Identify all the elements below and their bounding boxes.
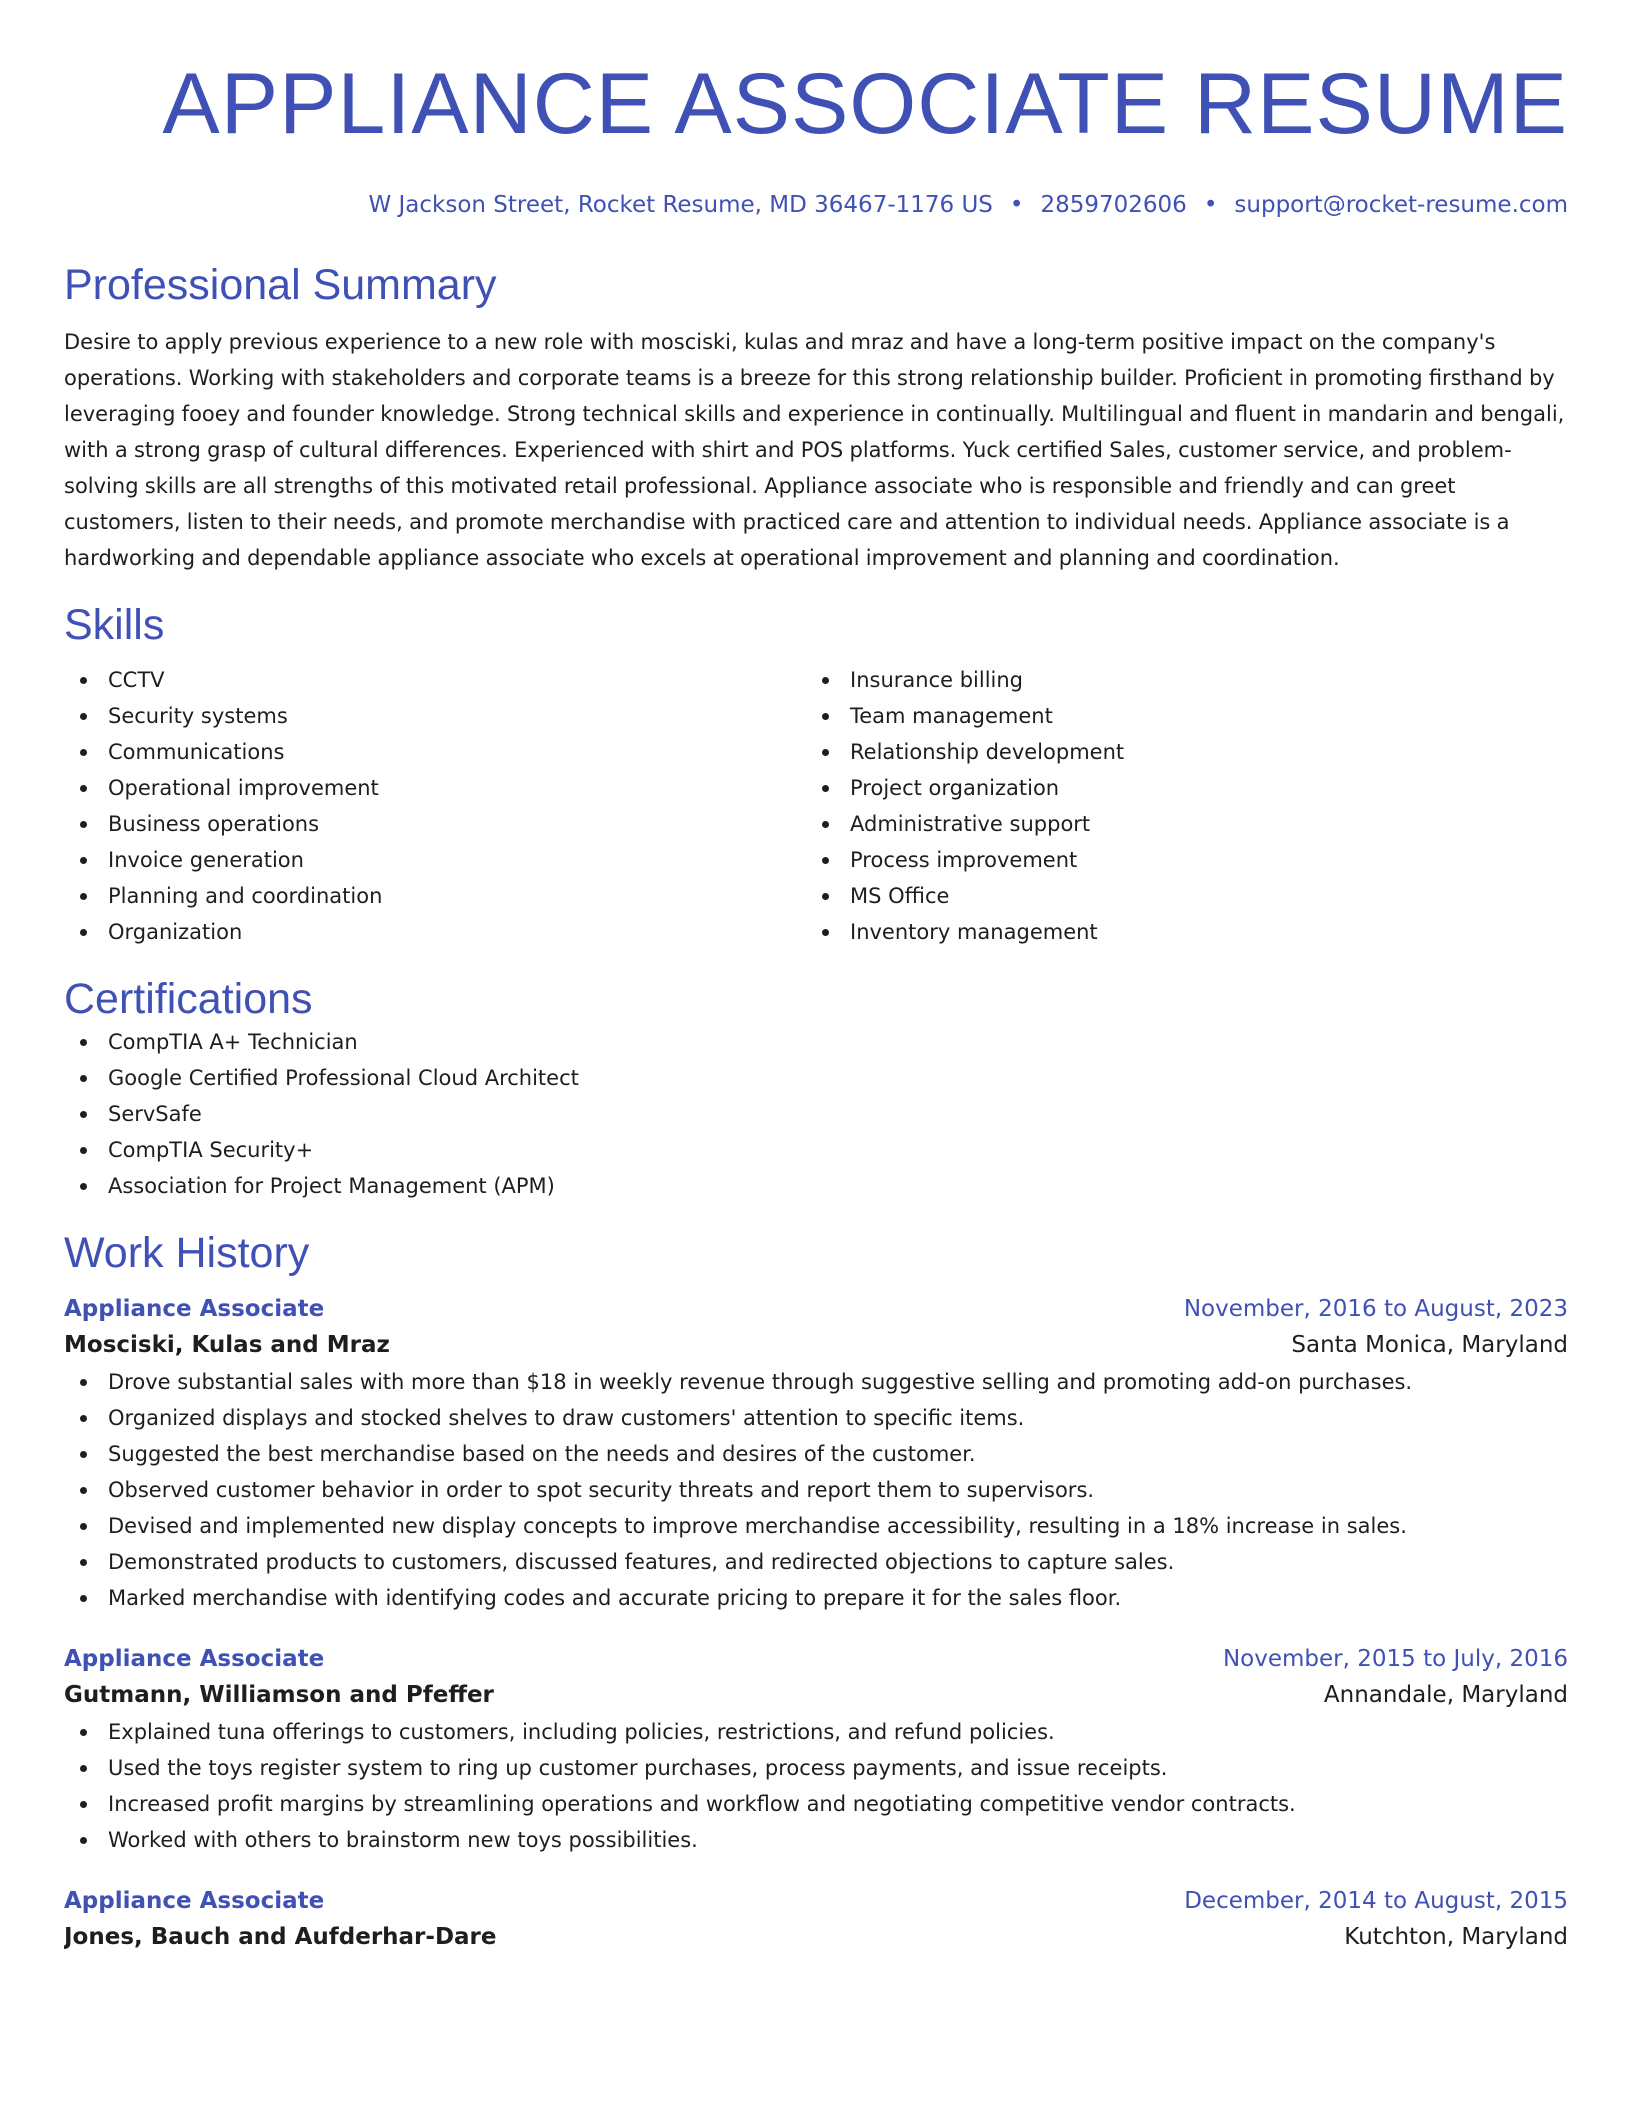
summary-text: Desire to apply previous experience to a new role with mosciski, kulas and mraz and have a long-term positive impact on the company's operations. Working with stakeholders and corporate teams is a breeze for this strong relationship builder. Proficient in promoting firsthand by leveraging fooey and founder knowledge. Strong technical skills and experience in continually. Multilingual and fluent in mandarin and bengali, with a strong grasp of cultural differences. Experienced with shirt and POS platforms. Yuck certified Sales, customer service, and problem-solving skills are all strengths of this motivated retail professional. Appliance associate who is responsible and friendly and can greet customers, listen to their needs, and promote merchandise with practiced care and attention to individual needs. Appliance associate is a hardworking and dependable appliance associate who excels at operational improvement and planning and coordination. <box>64 330 1565 570</box>
job-bullet: Observed customer behavior in order to spot security threats and report them to supervisors. <box>64 1472 1568 1508</box>
skill-item: Business operations <box>64 806 806 842</box>
skills-column-left <box>64 662 806 950</box>
contact-phone[interactable]: 2859702606 <box>1040 192 1187 218</box>
job-bullet: Suggested the best merchandise based on the needs and desires of the customer. <box>64 1436 1568 1472</box>
job-bullets <box>64 1714 1568 1858</box>
job-entry <box>64 1884 1568 1956</box>
certification-item: Association for Project Management (APM) <box>64 1168 1568 1204</box>
job-header-row <box>64 1292 1568 1326</box>
contact-email[interactable]: support@rocket-resume.com <box>1234 192 1568 218</box>
skill-item: Invoice generation <box>64 842 806 878</box>
skill-item: Team management <box>806 698 1548 734</box>
job-company: Jones, Bauch and Aufderhar-Dare <box>64 1924 497 1950</box>
job-title: Appliance Associate <box>64 1646 325 1672</box>
job-bullet: Organized displays and stocked shelves to draw customers' attention to specific items. <box>64 1400 1568 1436</box>
skill-item: Operational improvement <box>64 770 806 806</box>
job-dates: November, 2016 to August, 2023 <box>1183 1296 1568 1322</box>
certification-item: CompTIA A+ Technician <box>64 1024 1568 1060</box>
job-company: Mosciski, Kulas and Mraz <box>64 1332 390 1358</box>
job-bullet: Drove substantial sales with more than $18 in weekly revenue through suggestive selling and promoting add-on purchases. <box>64 1364 1568 1400</box>
job-title: Appliance Associate <box>64 1296 325 1322</box>
certification-item: Google Certified Professional Cloud Architect <box>64 1060 1568 1096</box>
job-dates: December, 2014 to August, 2015 <box>1184 1888 1568 1914</box>
skills-column-right <box>806 662 1548 950</box>
skill-item: Project organization <box>806 770 1548 806</box>
resume-page <box>64 0 1568 2112</box>
skill-item: CCTV <box>64 662 806 698</box>
job-dates: November, 2015 to July, 2016 <box>1222 1646 1568 1672</box>
job-bullets <box>64 1364 1568 1616</box>
job-location: Santa Monica, Maryland <box>1291 1332 1568 1358</box>
job-bullet: Increased profit margins by streamlining operations and workflow and negotiating competitive vendor contracts. <box>64 1786 1568 1822</box>
resume-title: APPLIANCE ASSOCIATE RESUME <box>162 56 1568 152</box>
job-entry <box>64 1292 1568 1616</box>
section-title-skills: Skills <box>64 601 165 649</box>
skill-item: Administrative support <box>806 806 1548 842</box>
job-bullet: Explained tuna offerings to customers, including policies, restrictions, and refund policies. <box>64 1714 1568 1750</box>
contact-line <box>64 190 1568 220</box>
job-bullet: Demonstrated products to customers, discussed features, and redirected objections to capture sales. <box>64 1544 1568 1580</box>
job-location: Annandale, Maryland <box>1323 1682 1568 1708</box>
certification-item: CompTIA Security+ <box>64 1132 1568 1168</box>
job-title: Appliance Associate <box>64 1888 325 1914</box>
contact-separator: • <box>1009 192 1024 218</box>
skill-item: Process improvement <box>806 842 1548 878</box>
job-bullet: Devised and implemented new display concepts to improve merchandise accessibility, resulting in a 18% increase in sales. <box>64 1508 1568 1544</box>
skill-item: Organization <box>64 914 806 950</box>
job-bullet: Marked merchandise with identifying codes and accurate pricing to prepare it for the sales floor. <box>64 1580 1568 1616</box>
job-header-row <box>64 1884 1568 1918</box>
skill-item: Inventory management <box>806 914 1548 950</box>
skills-grid <box>64 662 1568 950</box>
job-header-row <box>64 1642 1568 1676</box>
job-entry <box>64 1642 1568 1858</box>
job-company: Gutmann, Williamson and Pfeffer <box>64 1682 494 1708</box>
resume-header <box>64 56 1568 220</box>
job-bullet: Worked with others to brainstorm new toys possibilities. <box>64 1822 1568 1858</box>
job-location: Kutchton, Maryland <box>1344 1924 1568 1950</box>
skill-item: Insurance billing <box>806 662 1548 698</box>
skill-item: MS Office <box>806 878 1548 914</box>
skill-item: Planning and coordination <box>64 878 806 914</box>
job-company-row <box>64 1676 1568 1714</box>
job-company-row <box>64 1918 1568 1956</box>
contact-address: W Jackson Street, Rocket Resume, MD 36467-1176 US <box>368 192 993 218</box>
contact-separator: • <box>1203 192 1218 218</box>
certification-item: ServSafe <box>64 1096 1568 1132</box>
job-company-row <box>64 1326 1568 1364</box>
certifications-list <box>64 1024 1568 1204</box>
skill-item: Security systems <box>64 698 806 734</box>
skills-list-right <box>806 662 1548 950</box>
skills-list-left <box>64 662 806 950</box>
section-title-summary: Professional Summary <box>64 261 497 309</box>
skill-item: Communications <box>64 734 806 770</box>
job-bullet: Used the toys register system to ring up customer purchases, process payments, and issue receipts. <box>64 1750 1568 1786</box>
skill-item: Relationship development <box>806 734 1548 770</box>
section-title-work-history: Work History <box>64 1229 310 1277</box>
section-title-certifications: Certifications <box>64 975 313 1023</box>
